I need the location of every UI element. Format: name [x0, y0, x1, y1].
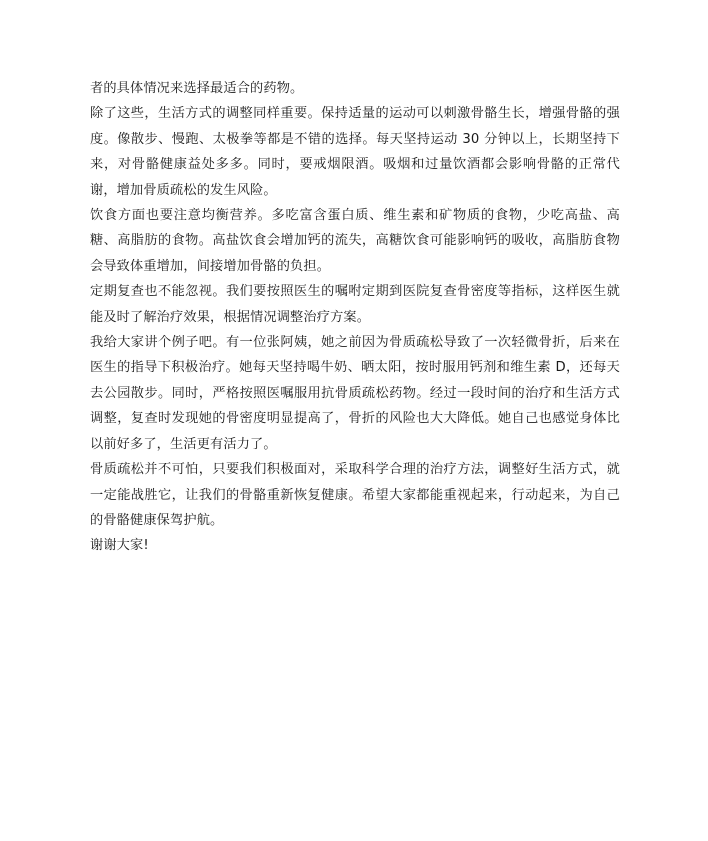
paragraph-checkup: 定期复查也不能忽视。我们要按照医生的嘱咐定期到医院复查骨密度等指标，这样医生就能及时了解治疗效果，根据情况调整治疗方案。: [90, 284, 620, 325]
paragraph-example: 我给大家讲个例子吧。有一位张阿姨，她之前因为骨质疏松导致了一次轻微骨折，后来在医生的指导下积极治疗。她每天坚持喝牛奶、晒太阳，按时服用钙剂和维生素 D，还每天去公园散步。同时，严格按照医嘱服用抗骨质疏松药物。经过一段时间的治疗和生活方式调整，复查时发现她的骨密度明显提高了，骨折的风险也大大降低。她自己也感觉身体比以前好多了，生活更有活力了。: [90, 335, 620, 452]
paragraph-lifestyle: 除了这些，生活方式的调整同样重要。保持适量的运动可以刺激骨骼生长，增强骨骼的强度。像散步、慢跑、太极拳等都是不错的选择。每天坚持运动 30 分钟以上，长期坚持下来，对骨骼健康益处多多。同时，要戒烟限酒。吸烟和过量饮酒都会影响骨骼的正常代谢，增加骨质疏松的发生风险。: [90, 106, 620, 198]
paragraph-medication-choice: 者的具体情况来选择最适合的药物。: [90, 81, 304, 96]
paragraph-thanks: 谢谢大家!: [90, 538, 149, 554]
document-body: [90, 76, 620, 559]
paragraph-diet: 饮食方面也要注意均衡营养。多吃富含蛋白质、维生素和矿物质的食物，少吃高盐、高糖、高脂肪的食物。高盐饮食会增加钙的流失，高糖饮食可能影响钙的吸收，高脂肪食物会导致体重增加，间接增加骨骼的负担。: [90, 208, 620, 274]
paragraph-conclusion: 骨质疏松并不可怕，只要我们积极面对，采取科学合理的治疗方法，调整好生活方式，就一定能战胜它，让我们的骨骼重新恢复健康。希望大家都能重视起来，行动起来，为自己的骨骼健康保驾护航。: [90, 462, 620, 528]
